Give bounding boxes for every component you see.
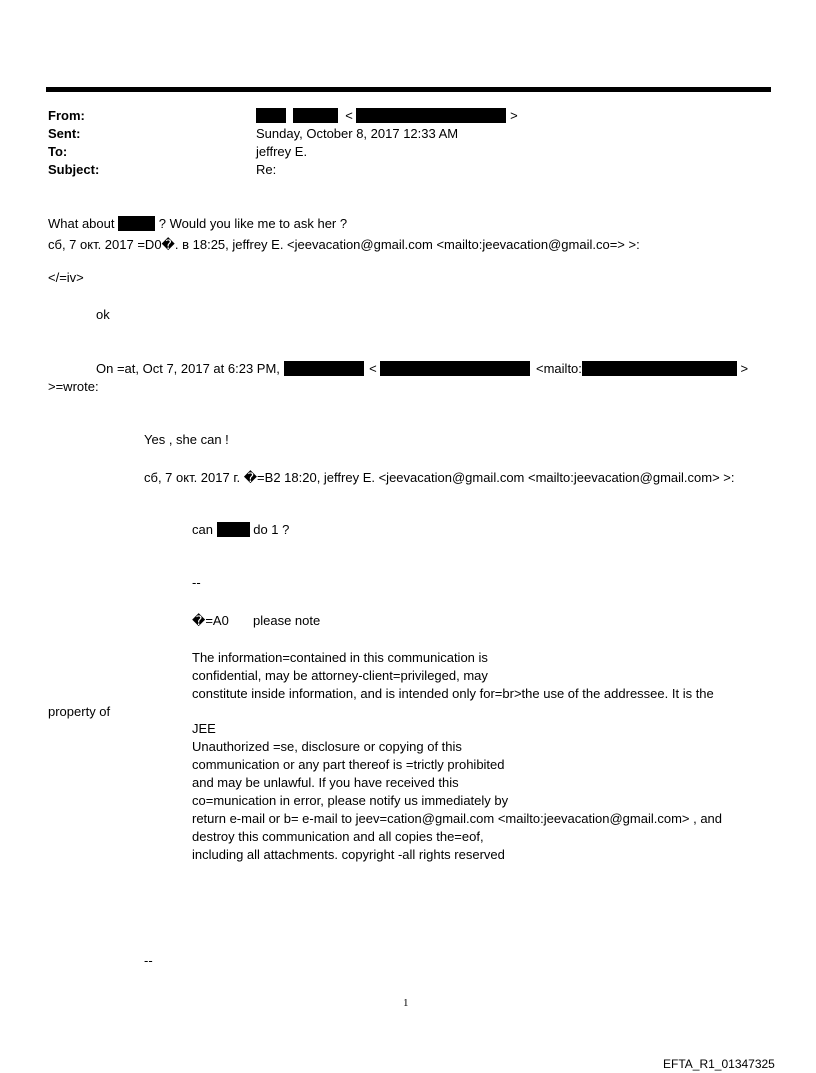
to-label: To: bbox=[48, 144, 68, 159]
redaction-block bbox=[582, 361, 737, 376]
body-text: On =at, Oct 7, 2017 at 6:23 PM, bbox=[96, 361, 280, 376]
body-text: <mailto: bbox=[536, 361, 582, 376]
disclaimer-block-1 bbox=[192, 649, 714, 703]
disclaimer-block-2 bbox=[192, 720, 722, 864]
property-of-text: property of bbox=[48, 704, 111, 719]
bottom-dashes: -- bbox=[144, 953, 153, 968]
disclaimer-line: co=munication in error, please notify us immediately by bbox=[192, 793, 509, 808]
subject-label: Subject: bbox=[48, 162, 100, 177]
disclaimer-line: confidential, may be attorney-client=privileged, may bbox=[192, 668, 488, 683]
header-rule bbox=[46, 87, 771, 92]
from-gt: > bbox=[510, 108, 518, 123]
disclaimer-line: Unauthorized =se, disclosure or copying of this bbox=[192, 739, 462, 754]
redaction-block bbox=[256, 108, 286, 123]
redaction-block bbox=[380, 361, 530, 376]
signature-dashes: -- bbox=[192, 575, 201, 590]
yes-text: Yes , she can ! bbox=[144, 432, 229, 447]
ok-text: ok bbox=[96, 307, 110, 322]
redaction-block bbox=[284, 361, 364, 376]
wrote-text: >=wrote: bbox=[48, 379, 99, 394]
body-text: can bbox=[192, 522, 213, 537]
sent-label: Sent: bbox=[48, 126, 81, 141]
disclaimer-line: and may be unlawful. If you have received this bbox=[192, 775, 459, 790]
div-tag-text: </=iv> bbox=[48, 270, 84, 285]
disclaimer-line: constitute inside information, and is intended only for=br>the use of the addressee. It is the bbox=[192, 686, 714, 701]
body-text: < bbox=[369, 361, 377, 376]
disclaimer-line: destroy this communication and all copies the=eof, bbox=[192, 829, 484, 844]
bates-number: EFTA_R1_01347325 bbox=[663, 1057, 775, 1071]
body-text: > bbox=[740, 361, 749, 376]
can-line bbox=[192, 521, 289, 539]
redaction-block bbox=[217, 522, 250, 537]
disclaimer-line: return e-mail or b= e-mail to jeev=cation@gmail.com <mailto:jeevacation@gmail.com> , and bbox=[192, 811, 723, 826]
quoted-header-line-2: сб, 7 окт. 2017 г. �=B2 18:20, jeffrey E. <jeevacation@gmail.com <mailto:jeevacation@gmail.com> >: bbox=[144, 470, 735, 485]
disclaimer-line: JEE bbox=[192, 721, 216, 736]
disclaimer-line: including all attachments. copyright -all rights reserved bbox=[192, 847, 505, 862]
page-number: 1 bbox=[403, 997, 409, 1009]
body-text: do 1 ? bbox=[253, 522, 290, 537]
disclaimer-line: communication or any part thereof is =trictly prohibited bbox=[192, 757, 505, 772]
redaction-block bbox=[293, 108, 338, 123]
please-note-text: please note bbox=[253, 613, 321, 628]
disclaimer-line: The information=contained in this communication is bbox=[192, 650, 488, 665]
subject-value: Re: bbox=[256, 162, 277, 177]
to-value: jeffrey E. bbox=[256, 144, 308, 159]
quoted-header-line: сб, 7 окт. 2017 =D0�. в 18:25, jeffrey E. <jeevacation@gmail.com <mailto:jeevacation@gmail.co=> >: bbox=[48, 237, 640, 252]
from-value bbox=[256, 107, 518, 125]
sent-value: Sunday, October 8, 2017 12:33 AM bbox=[256, 126, 459, 141]
from-label: From: bbox=[48, 108, 85, 123]
redaction-block bbox=[118, 216, 155, 231]
body-text: ? Would you like me to ask her ? bbox=[158, 216, 348, 231]
from-lt: < bbox=[345, 108, 353, 123]
body-text: What about bbox=[48, 216, 115, 231]
a0-text: �=A0 bbox=[192, 613, 229, 628]
body-line-what-about bbox=[48, 215, 347, 233]
on-wrote-line bbox=[96, 360, 748, 378]
redaction-block bbox=[356, 108, 506, 123]
